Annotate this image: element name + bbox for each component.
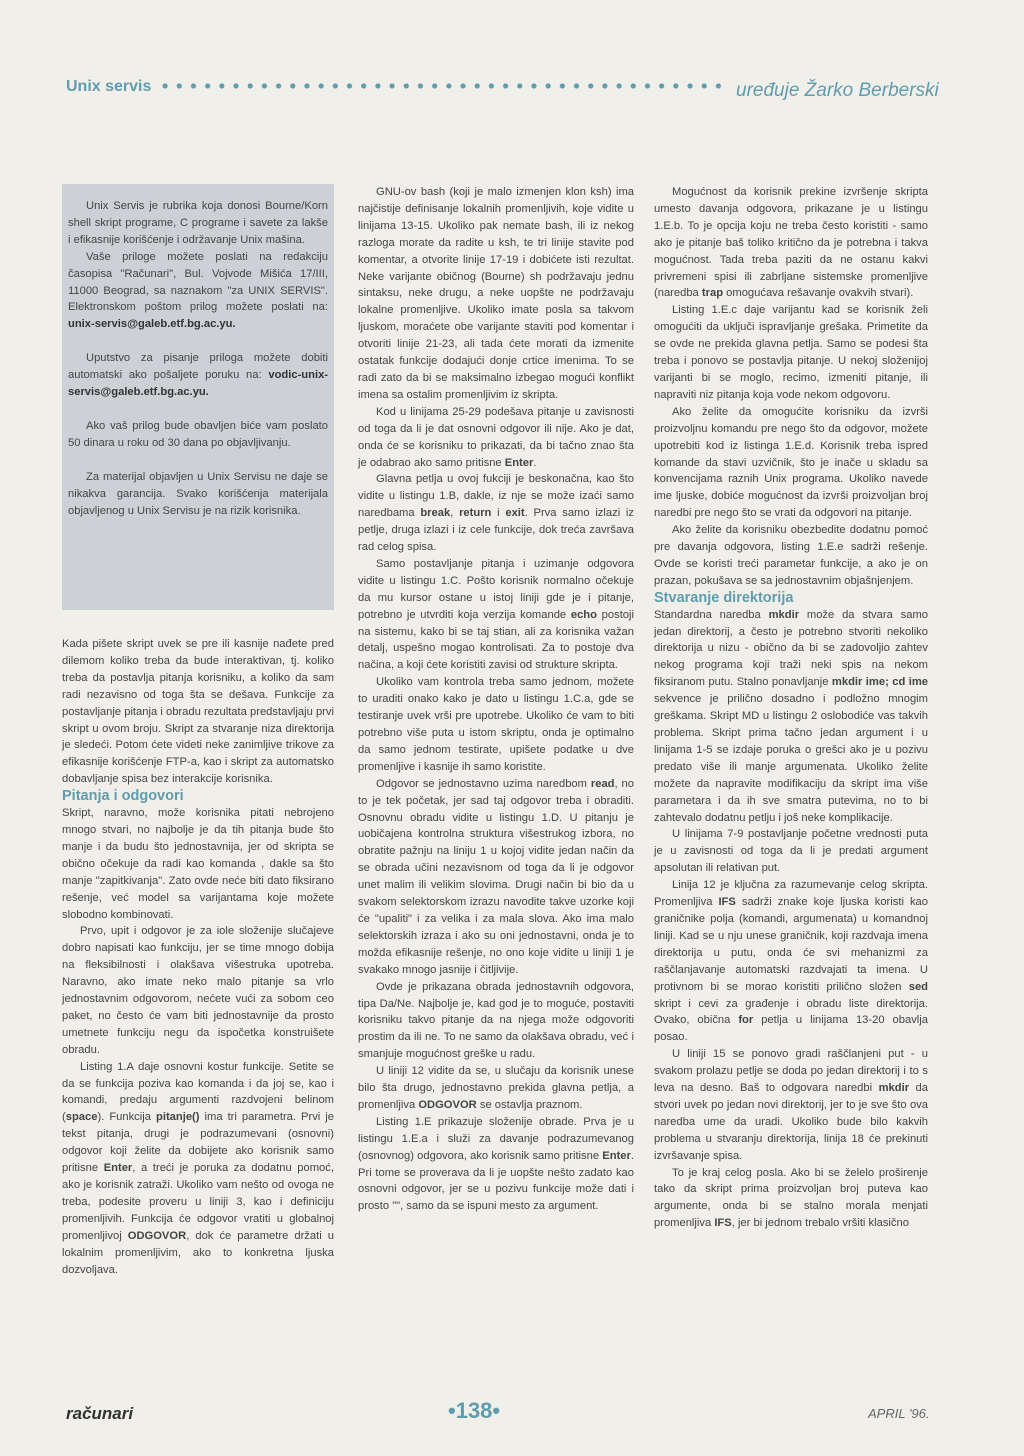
body-paragraph: Standardna naredba mkdir može da stvara samo jedan direktorij, a često je potrebno stvoriti nekoliko direktorija u nizu - obično da bi se zadovoljio zahtev nekog programa koji traži neki spis na nekom fiksiranom putu. Stalno ponavljanje mkdir ime; cd ime sekvence je prilično dosadno i podložno mnogim greškama. Skript MD u listingu 2 oslobodiće vas takvih problema. Skript prima tačno jedan argument i u linijama 1-5 se izdaje poruka o grešci ako je u pozivu predato više ili manje argumenata. Ukoliko želite možete da napravite modifikaciju da skript ima više parametara i da ih sve smatra putevima, no to bi zahtevalo dodatnu petlju i još neke komplikacije. [654, 608, 928, 824]
body-paragraph: Listing 1.E.c daje varijantu kad se korisnik želi omogućiti da uključi ispravljanje grešaka. Primetite da se ovde ne prekida glavna petlja. Samo se podesi šta treba i ponovo se postavlja pitanje. U nekoj složenijoj varijanti bi se moglo, recimo, izmeniti pitanje, ili napraviti niz pitanja koja vode nekom odgovoru. [654, 304, 928, 401]
section-heading: Stvaranje direktorija [654, 589, 794, 606]
section-title: Unix servis [66, 78, 152, 95]
info-box-paragraph: Za materijal objavljen u Unix Servisu ne daje se nikakva garancija. Svako korišćenja materijala objavljenog u Unix Servisu je na rizik korisnika. [68, 470, 328, 517]
body-paragraph: Odgovor se jednostavno uzima naredbom read, no to je tek početak, jer sad taj odgovor treba i obraditi. Osnovnu obradu vidite u listingu 1.D. U pitanju je uobičajena kontrolna struktura višestrukog izbora, no obratite pažnju na liniju 1 u kojoj vidite jedan način da se obrada učini nezavisnom od toga da li je odgovor unet malim ili velikim slovima. Drugi način bi bio da u svakom selektorskom izrazu navodite takve uzorke koji će "upaliti" i za velika i za mala slova. Ako ima malo selektorskih izraza i ako su oni jednostavni, onda je to možda efikasnije rešenje, no ono koje vidite u liniji 1 je svakako mnogo jasnije i čitljivije. [358, 777, 634, 976]
body-paragraph: To je kraj celog posla. Ako bi se želelo proširenje tako da skript prima proizvoljan broj puteva kao argumente, onda bi se stalno morala menjati promenljiva IFS, jer bi jednom trebalo vršiti klasično [654, 1166, 928, 1230]
column-1 [62, 636, 334, 1278]
intro-paragraph: Kada pišete skript uvek se pre ili kasnije nađete pred dilemom koliko treba da bude interaktivan, tj. koliko treba da postavlja pitanja korisniku, a koliko da sam radi nezavisno od toga šta se dešava. Funkcije za postavljanje pitanja i obradu rezultata predstavljaju prvi skript u ovom broju. Skript za stvaranje niza direktorija je sledeći. Potom ćete videti neke zanimljive trikove za efikasnije korišćenje FTP-a, kao i skript za automatsko dobavljanje spisa bez interakcije korisnika. [62, 638, 334, 786]
column-3 [654, 184, 928, 1232]
body-paragraph: U liniji 15 se ponovo gradi raščlanjeni put - u svakom prolazu petlje se doda po jedan direktorij i to s leva na desno. Baš to odgovara naredbi mkdir da stvori uvek po jedan novi direktorij, jer to je sve što ova naredba ume da uradi. Ukoliko bude bilo kakvih problema u stvaranju direktorija, linija 18 će prekinuti izvršavanje spisa. [654, 1048, 928, 1162]
body-paragraph: Listing 1.A daje osnovni kostur funkcije. Setite se da se funkcija poziva kao komanda i da joj se, kao i komandi, predaju argumenti razdvojeni belinom (space). Funkcija pitanje() ima tri parametra. Prvi je tekst pitanja, drugi je podrazumevani (osnovni) odgovor koji želite da dobijete ako korisnik samo pritisne Enter, a treći je poruka za dodatnu pomoć, ako je korisnik zatraži. Ukoliko vam nešto od ovoga ne treba, podesite proveru u liniji 3, kao i definiciju promenljivih. Funkcija će odgovor vratiti u globalnoj promenljivoj ODGOVOR, dok će parametre držati u lokalnim promenljivim, ako to konkretna ljuska dozvoljava. [62, 1060, 334, 1276]
body-paragraph: Ovde je prikazana obrada jednostavnih odgovora, tipa Da/Ne. Najbolje je, kad god je to moguće, postaviti korisniku takvo pitanje da na njega može odgovoriti prostim da ili ne. To ne samo da olakšava obradu, već i smanjuje mogućnost greške u radu. [358, 980, 634, 1061]
body-paragraph: Ako želite da omogućite korisniku da izvrši proizvoljnu komandu pre nego što da odgovor, možete upotrebiti kod iz listinga 1.E.d. Korisnik treba ispred komande da stavi uzvičnik, što je inače u skladu sa konvencijama raznih Unix programa. Ukoliko navede ime ljuske, dobiće mogućnost da izvrši proizvoljan broj naredbi pre nego što se vrati da odgovori na pitanje. [654, 405, 928, 520]
body-paragraph: U linijama 7-9 postavljanje početne vrednosti puta je u zavisnosti od toga da li je predati argument apsolutan ili relativan put. [654, 828, 928, 875]
guide-email: vodic-unix-servis@galeb.etf.bg.ac.yu. [68, 369, 329, 399]
info-box [62, 184, 334, 610]
body-paragraph: Glavna petlja u ovoj fukciji je beskonačna, kao što vidite u listingu 1.B, dakle, iz nje se može izaći samo naredbama break, return i exit. Prva samo izlazi iz petlje, druga izlazi i iz cele funkcije, dok treća završava rad celog spisa. [358, 473, 635, 554]
body-paragraph: Ukoliko vam kontrola treba samo jednom, možete to uraditi onako kako je dato u listingu 1.C.a, gde se testiranje uvek vrši pre upotrebe. Ukoliko će vam to biti potrebno više puta u istom skriptu, onda je optimalno da samo jednom testirate, upišete podatke u dve promenljive i kasnije ih samo koristite. [358, 676, 634, 773]
section-editor: uređuje Žarko Berberski [736, 80, 939, 101]
body-paragraph: Prvo, upit i odgovor je za iole složenije slučajeve dobro napisati kao funkciju, jer se time mnogo dobija na fleksibilnosti i olakšava višestruka upotreba. Naravno, ako imate neko malo pitanje sa vrlo jednostavnim odgovorom, nećete vući za sobom ceo paket, no često će vam biti jednostavnije da prosto umetnete funkciju negu da ispočetka konstruišete obradu. [62, 925, 334, 1056]
info-box-paragraph: Unix Servis je rubrika koja donosi Bourne/Korn shell skript programe, C programe i savete za lakše i efikasnije korišćenje i održavanje Unix mašina. [68, 200, 328, 246]
header-dot-rule [158, 76, 728, 96]
issue-date: APRIL '96. [868, 1406, 930, 1421]
body-paragraph: Ako želite da korisniku obezbedite dodatnu pomoć pre davanja odgovora, listing 1.E.e sadrži rešenje. Ovde se koristi treći parametar funkcije, a ako je on prazan, pokušava se sa jednostavnim objašnjenjem. [654, 524, 928, 587]
body-paragraph: Kod u linijama 25-29 podešava pitanje u zavisnosti od toga da li je dat osnovni odgovor ili nije. Ako je dat, onda će se korisniku to prikazati, da bi tačno znao šta je odabrao ako samo pritisne Enter. [358, 405, 634, 469]
body-paragraph: Samo postavljanje pitanja i uzimanje odgovora vidite u listingu 1.C. Pošto korisnik normalno očekuje da mu kursor ostane u istoj liniji gde je i pitanje, potrebno je utvrditi koja verzija komande echo postoji na sistemu, kako bi se taj stian, ali za korisnika važan detalj, uspešno mogao kontrolisati. Za to postoje dva načina, a koji ćete koristiti zavisi od strukture skripta. [358, 557, 634, 672]
section-heading: Pitanja i odgovori [62, 788, 184, 805]
contact-email: unix-servis@galeb.etf.bg.ac.yu. [68, 318, 236, 331]
info-box-paragraph: Ako vaš prilog bude obavljen biće vam poslato 50 dinara u roku od 30 dana po objavljivanju. [68, 419, 328, 449]
body-paragraph: Listing 1.E prikazuje složenije obrade. Prva je u listingu 1.E.a i služi za davanje podrazumevanog (osnovnog) odgovora, ako korisnik samo pritisne Enter. Pri tome se proverava da li je uopšte nešto zadato kao osnovni odgovor, jer se u pozivu funkcije može dati i prosto "", samo da se ispuni mesto za argument. [358, 1115, 634, 1213]
body-paragraph: U liniji 12 vidite da se, u slučaju da korisnik unese bilo šta drugo, jednostavno prekida glavna petlja, a promenljiva ODGOVOR se ostavlja praznom. [358, 1065, 634, 1111]
body-paragraph: GNU-ov bash (koji je malo izmenjen klon ksh) ima najčistije definisanje lokalnih promenljivih, koje vidite u linijama 13-15. Ukoliko pak nemate bash, ili iz nekog razloga morate da radite u ksh, te tri linije stavite pod komentar, a otvorite linije 17-19 i dobićete isti rezultat. Neke varijante običnog (Bourne) sh podržavaju jednu sintaksu, neke drugu, a neke uopšte ne podržavaju lokalne promenljive. Ukoliko imate posla sa takvom ljuskom, moraćete obe varijante staviti pod komentar i otvoriti linije 21-23, ali tada ćete morati da izmenite ostatak funkcije dodajući donje crtice imenima. To se radi zato da bi se maksimalno izbegao mogući konflikt imena sa ostalim promenljivim iz skripta. [358, 186, 634, 401]
page-number: •138• [448, 1398, 501, 1423]
magazine-logo: računari [66, 1404, 134, 1423]
info-box-paragraph: Uputstvo za pisanje priloga možete dobiti automatski ako pošaljete poruku na: vodic-unix-servis@galeb.etf.bg.ac.yu. [68, 352, 329, 399]
info-box-paragraph: Vaše priloge možete poslati na redakciju časopisa "Računari", Bul. Vojvode Mišića 17/III, 11000 Beograd, sa naznakom "za UNIX SERVIS". Elektronskom poštom prilog možete poslati na: unix-servis@galeb.etf.bg.ac.yu. [68, 250, 328, 331]
body-paragraph: Mogućnost da korisnik prekine izvršenje skripta umesto davanja odgovora, prikazane je u listingu 1.E.b. To je opcija koju ne treba često koristiti - samo ako je pitanje baš toliko kritično da je potrebna i takva mogućnost. Tada treba paziti da ne ostanu kakvi privremeni spisi ili zabrljane sistemske promenljive (naredba trap omogućava rešavanje ovakvih stvari). [654, 186, 928, 300]
column-2 [358, 184, 634, 1215]
body-paragraph: Skript, naravno, može korisnika pitati nebrojeno mnogo stvari, no najbolje je da tih pitanja bude što manje i da budu što jednostavnija, jer od skripta se obično očekuje da radi kao komanda , dakle sa što manje "zapitkivanja". Zato ovde neće biti dato fiksirano rešenje, već model sa varijantama koje možete slobodno kombinovati. [62, 807, 334, 921]
body-paragraph: Linija 12 je ključna za razumevanje celog skripta. Promenljiva IFS sadrži znake koje ljuska koristi kao graničnike polja (komandi, argumenata) u komandnoj liniji. Kad se u nju unese graničnik, koji razdvaja imena direktorija u putu, onda će svi mehanizmi za raščlanjavanje automatski razdvajati ta imena. U protivnom bi se morao koristiti prilično složen sed skript i cevi za građenje i obradu liste direktorija. Ovako, obična for petlja u linijama 13-20 obavlja posao. [654, 879, 928, 1044]
